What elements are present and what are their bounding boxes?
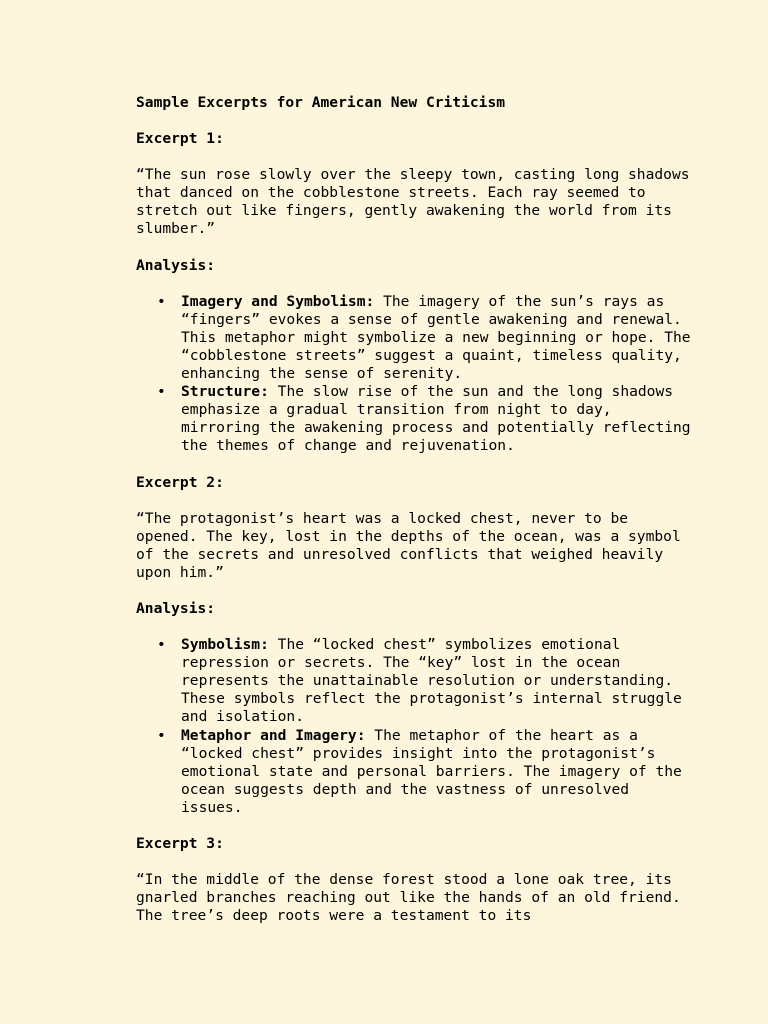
excerpt-1-quote: “The sun rose slowly over the sleepy town, casting long shadows that danced on the cobblestone streets. Each ray seemed to stretch out like fingers, gently awakening the world from its slumber.” <box>136 166 690 238</box>
analysis-item <box>157 726 696 817</box>
excerpt-2-quote: “The protagonist’s heart was a locked chest, never to be opened. The key, lost in the depths of the ocean, was a symbol of the secrets and unresolved conflicts that weighed heavily upon him.” <box>136 509 681 581</box>
excerpt-1-heading: Excerpt 1: <box>136 130 224 148</box>
excerpt-2-analysis-heading: Analysis: <box>136 599 216 617</box>
bullet-icon: • <box>157 383 166 401</box>
excerpt-2-analysis-list <box>136 636 696 817</box>
analysis-text: The slow rise of the sun and the long shadows emphasize a gradual transition from night to day, mirroring the awakening process and potentially reflecting the themes of change and rejuvenation. <box>181 383 691 455</box>
excerpt-3-heading: Excerpt 3: <box>136 835 224 852</box>
analysis-term: Metaphor and Imagery: <box>181 726 366 744</box>
document-title: Sample Excerpts for American New Criticism <box>136 94 506 111</box>
excerpt-1-analysis-list <box>136 293 696 456</box>
excerpt-2-section <box>136 474 696 818</box>
bullet-icon: • <box>157 292 166 310</box>
analysis-term: Imagery and Symbolism: <box>181 292 375 310</box>
excerpt-1-section <box>136 130 696 455</box>
analysis-text: The imagery of the sun’s rays as “fingers” evokes a sense of gentle awakening and renewal. This metaphor might symbolize a new beginning or hope. The “cobblestone streets” suggest a quaint, timeless quality, enhancing the sense of serenity. <box>181 292 691 383</box>
excerpt-1-analysis-heading: Analysis: <box>136 256 216 274</box>
analysis-item <box>157 383 696 455</box>
analysis-term: Structure: <box>181 383 269 401</box>
analysis-text: The metaphor of the heart as a “locked chest” provides insight into the protagonist’s emotional state and personal barriers. The imagery of the ocean suggests depth and the vastness of unresolved issues. <box>181 726 682 816</box>
bullet-icon: • <box>157 726 166 744</box>
analysis-item <box>157 292 696 383</box>
excerpt-3-quote: “In the middle of the dense forest stood a lone oak tree, its gnarled branches reaching out like the hands of an old friend. The tree’s deep roots were a testament to its <box>136 871 681 925</box>
analysis-text: The “locked chest” symbolizes emotional repression or secrets. The “key” lost in the ocean represents the unattainable resolution or understanding. These symbols reflect the protagonist’s internal struggle and isolation. <box>181 636 682 726</box>
excerpt-3-section <box>136 835 696 925</box>
analysis-term: Symbolism: <box>181 636 269 654</box>
analysis-item <box>157 636 696 726</box>
excerpt-2-heading: Excerpt 2: <box>136 473 224 491</box>
bullet-icon: • <box>157 636 166 654</box>
